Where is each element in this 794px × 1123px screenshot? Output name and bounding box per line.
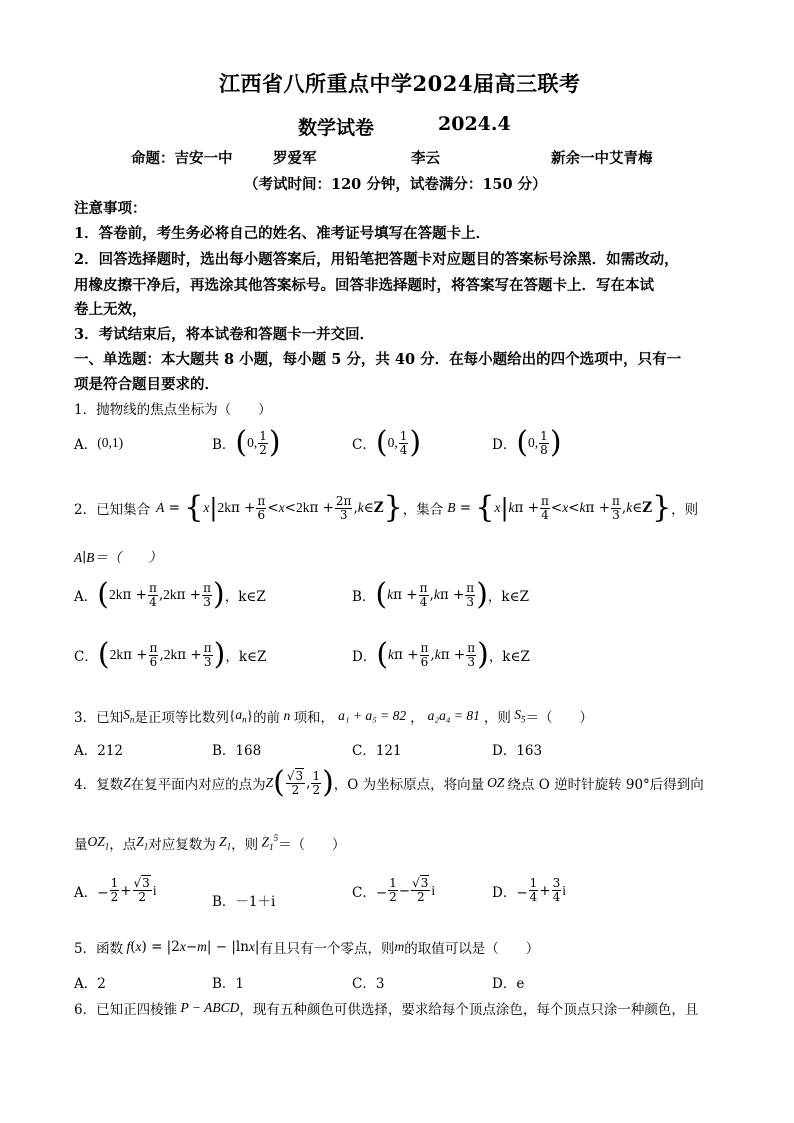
q4-line2-d: ，则	[231, 837, 259, 853]
q5-option-a: A．2	[74, 976, 106, 992]
section-1-line-1: 一、单选题：本大题共 8 小题，每小题 5 分，共 40 分．在每小题给出的四个选项中，只有一	[74, 351, 682, 368]
q3-stem: 3．已知 $S_n$ 是正项等比数列 { $a_n$ } 的前 n 项和， a₁ + a₅ = 82 ， a₂a₄ = 81 ，则 $S_5$ ＝（ ）	[74, 707, 594, 726]
q5-option-d: D．e	[492, 976, 525, 992]
note-2-line-3: 卷上无效，	[74, 301, 147, 318]
q4-stem-line-2: 量 $OZ_1$ ，点 $Z_1$ 对应复数为 $Z_1$ ，则 $Z_1^5$ ＝（ ）	[74, 833, 346, 853]
q3-option-d: D．163	[492, 743, 543, 759]
q1-c-label: C．	[352, 437, 376, 453]
q3-eq-2: a₂a₄ = 81	[427, 708, 480, 723]
q4-mid-2: 绕点 O 逆时针旋转 90°后得到向	[507, 777, 704, 793]
exam-title: 江西省八所重点中学2024届高三联考	[219, 71, 581, 96]
q3-stem-f: ＝（ ）	[525, 710, 594, 726]
q4-option-c: C．− $\frac{1}{2}$ − $\frac{√3}{2}$ i	[352, 876, 436, 904]
exam-subject: 数学试卷	[298, 117, 375, 139]
exam-info: （考试时间：120 分钟，试卷满分：150 分）	[244, 176, 547, 193]
q2-option-d: D． ( k π + $\frac{\pi}{6}$ , k π + $\frac{\pi}{3}$ ) ，k∈Z	[352, 637, 530, 672]
q1-option-c: C． ( 0, $\frac{1}{4}$ )	[352, 425, 422, 460]
q2-lead: 2．已知集合	[74, 502, 151, 518]
q3-option-a: A．212	[74, 743, 124, 759]
author-3: 新余一中艾青梅	[551, 150, 653, 167]
q2-mid: ，集合	[402, 502, 444, 518]
q4-line2-e: ＝（ ）	[278, 837, 346, 853]
q3-stem-a: 3．已知	[74, 710, 124, 726]
q4-stem-line-1: 4．复数 Z 在复平面内对应的点为 Z ( $\frac{√3}{2}$ , $\frac{1}{2}$ ) ，O 为坐标原点，将向量 OZ 绕点 O 逆时针旋转 90°后得到向	[74, 765, 704, 800]
q2-option-b: B． ( k π + $\frac{\pi}{4}$ , k π + $\frac{\pi}{3}$ ) ，k∈Z	[352, 577, 529, 612]
q4-lead: 4．复数	[74, 777, 124, 793]
q5-stem: 5．函数 f ( x ) = |2 x − m | − |ln x | 有且只有一个零点，则 m 的取值可以是（ ）	[74, 939, 540, 957]
q2-option-a: A． ( 2k π + $\frac{\pi}{4}$ , 2k π + $\frac{\pi}{3}$ ) ，k∈Z	[74, 577, 266, 612]
q4-line2-a: 量	[74, 837, 88, 853]
q2-line-2: A∣B＝（ ）	[74, 550, 162, 565]
note-3: 3．考试结束后，将本试卷和答题卡一并交回．	[74, 326, 375, 343]
note-2-line-2: 用橡皮擦干净后，再选涂其他答案标号。回答非选择题时，将答案写在答题卡上．写在本试	[74, 277, 654, 294]
q3-option-c: C．121	[352, 743, 402, 759]
q2-tail: ，则	[671, 502, 699, 518]
q5-option-b: B．1	[212, 976, 245, 992]
q3-stem-d: 项和，	[293, 710, 335, 726]
q3-option-b: B．168	[212, 743, 262, 759]
q1-option-d: D． ( 0, $\frac{1}{8}$ )	[492, 425, 562, 460]
q4-option-d: D．− $\frac{1}{4}$ + $\frac{3}{4}$ i	[492, 876, 566, 904]
q3-stem-b: 是正项等比数列	[134, 710, 229, 726]
author-2: 李云	[411, 150, 440, 167]
q2-a-kz: ，k∈Z	[224, 589, 266, 605]
q6-stem: 6．已知正四棱锥 P − ABCD ，现有五种颜色可供选择，要求给每个顶点涂色，每个顶点只涂一种颜色，且	[74, 1000, 699, 1018]
q4-lead-2: 在复平面内对应的点为	[130, 777, 266, 793]
section-1-line-2: 项是符合题目要求的．	[74, 376, 219, 393]
q4-line2-c: 对应复数为	[148, 837, 216, 853]
q2-option-c: C． ( 2k π + $\frac{\pi}{6}$ , 2k π + $\frac{\pi}{3}$ ) ，k∈Z	[74, 637, 267, 672]
q6-stem-a: 6．已知正四棱锥	[74, 1002, 178, 1018]
q5-option-c: C．3	[352, 976, 385, 992]
q1-b-label: B．	[212, 437, 236, 453]
authors-label: 命题：吉安一中	[131, 150, 233, 167]
q4-option-a: A．− $\frac{1}{2}$ + $\frac{√3}{2}$ i	[74, 876, 157, 904]
q2-stem: 2．已知集合 A = { x | 2k π + $\frac{\pi}{6}$ < x < 2k π + $\frac{2\pi}{3}$ , k ∈ Z } ，集合 B = { x | k π + $\frac{\pi}{4}$ < x < k π + $\frac{\pi}{3}$ , k ∈ Z } ，则	[74, 490, 699, 525]
q5-stem-a: 5．函数	[74, 941, 124, 957]
note-2-line-1: 2．回答选择题时，选出每小题答案后，用铅笔把答题卡对应题目的答案标号涂黑．如需改动，	[74, 251, 679, 268]
q4-mid: ，O 为坐标原点，将向量	[333, 777, 485, 793]
q4-line2-b: ，点	[109, 837, 137, 853]
q1-option-b: B． ( 0, $\frac{1}{2}$ )	[212, 425, 281, 460]
q1-a-label: A．	[74, 437, 98, 453]
q3-eq-1: a₁ + a₅ = 82	[338, 708, 407, 723]
notes-heading: 注意事项：	[74, 200, 147, 217]
q6-stem-b: ，现有五种颜色可供选择，要求给每个顶点涂色，每个顶点只涂一种颜色，且	[239, 1002, 699, 1018]
q4-option-b: B．－1＋i	[212, 894, 276, 910]
q1-option-a	[74, 433, 123, 453]
q2-d-kz: ，k∈Z	[488, 649, 530, 665]
author-1: 罗爱军	[273, 150, 317, 167]
q3-stem-c: 的前	[253, 710, 281, 726]
exam-date: 2024.4	[438, 113, 511, 135]
q3-stem-e: ，则	[483, 710, 511, 726]
q2-b-kz: ，k∈Z	[487, 589, 529, 605]
q1-stem: 1．抛物线的焦点坐标为（ ）	[74, 402, 272, 418]
q1-a-value: (0,1)	[97, 435, 124, 450]
q1-d-label: D．	[492, 437, 517, 453]
q5-stem-b: 有且只有一个零点，则	[259, 941, 395, 957]
note-1: 1．答卷前，考生务必将自己的姓名、准考证号填写在答题卡上．	[74, 225, 491, 242]
q2-c-kz: ，k∈Z	[225, 649, 267, 665]
q5-stem-c: 的取值可以是（ ）	[404, 941, 540, 957]
